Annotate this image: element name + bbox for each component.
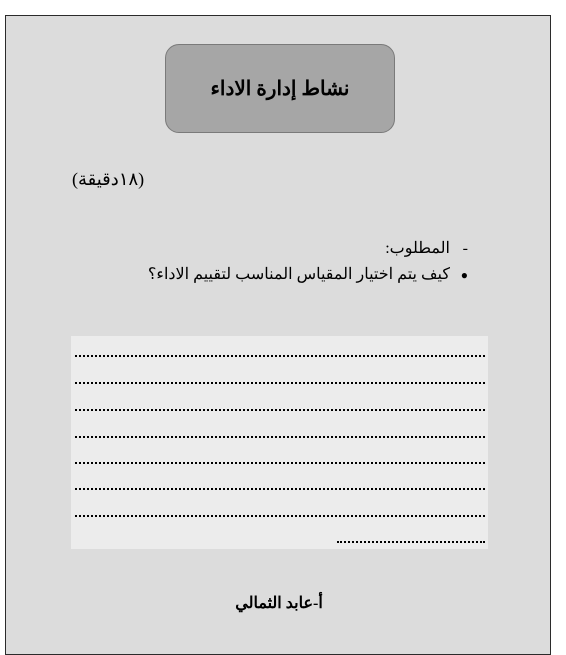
required-label: المطلوب: [385,240,450,257]
answer-line[interactable] [337,529,485,543]
question-text: كيف يتم اختيار المقياس المناسب لتقييم الاداء؟ [147,266,450,283]
question-item [108,262,468,288]
answer-line[interactable] [75,370,485,384]
bullet-icon: ● [460,268,468,282]
answer-area[interactable] [71,336,488,549]
required-section [108,236,468,288]
answer-line[interactable] [75,503,485,517]
title-box [165,44,395,133]
answer-line[interactable] [75,397,485,411]
answer-line[interactable] [75,424,485,438]
duration-label: (١٨دقيقة) [72,169,145,189]
page-title: نشاط إدارة الاداء [210,78,350,100]
worksheet-page [5,15,551,655]
answer-line[interactable] [75,450,485,464]
answer-line[interactable] [75,476,485,490]
dash-marker: - [462,240,468,257]
answer-line[interactable] [75,343,485,357]
author-signature: أ-عابد الثمالي [235,595,323,612]
required-heading [108,236,468,262]
